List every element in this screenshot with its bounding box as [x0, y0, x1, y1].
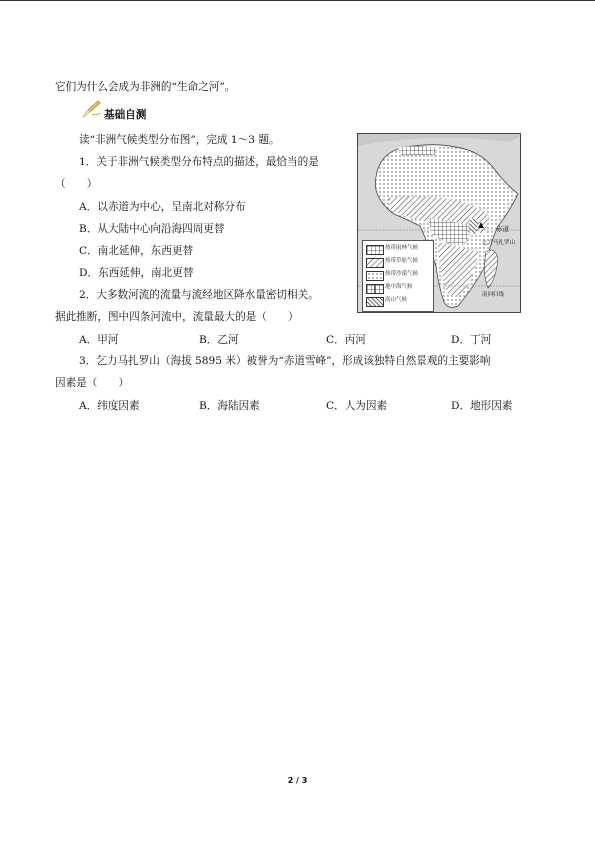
q3-option-b: B．海陆因素 — [199, 400, 260, 412]
q2-option-b: B．乙河 — [199, 334, 239, 346]
q1-stem: 1．关于非洲气候类型分布特点的描述，最恰当的是 — [79, 156, 319, 168]
map-legend — [362, 240, 434, 312]
legend-row — [366, 245, 430, 254]
map-label-capricorn: 南回归线 — [482, 292, 505, 298]
legend-swatch-desert — [366, 271, 384, 281]
legend-swatch-mediterranean — [366, 284, 384, 294]
q1-option-a: A．以赤道为中心，呈南北对称分布 — [79, 201, 246, 213]
legend-label: 热带草原气候 — [385, 258, 419, 264]
q1-option-b: B．从大陆中心向沿海四周更替 — [79, 223, 225, 235]
q2-stem-line2: 据此推断，图中四条河流中，流量最大的是（ ） — [55, 311, 299, 323]
top-rule — [0, 0, 595, 1]
legend-label: 热带雨林气候 — [385, 245, 419, 251]
legend-label: 热带沙漠气候 — [385, 271, 419, 277]
section-title: 基础自测 — [104, 109, 147, 121]
q1-option-c: C．南北延伸，东西更替 — [79, 245, 194, 257]
legend-row — [366, 271, 430, 280]
legend-row — [366, 258, 430, 267]
q3-option-d: D．地形因素 — [451, 400, 513, 412]
q2-stem: 2．大多数河流的流量与流经地区降水量密切相关。 — [79, 289, 319, 301]
legend-swatch-highland — [366, 297, 384, 307]
legend-swatch-rainforest — [366, 245, 384, 255]
q3-option-c: C．人为因素 — [326, 400, 388, 412]
q2-option-a: A．甲河 — [79, 334, 119, 346]
reading-instruction: 读“非洲气候类型分布图”，完成 1～3 题。 — [79, 134, 280, 146]
africa-climate-map — [357, 133, 521, 313]
legend-row — [366, 284, 430, 293]
q2-option-c: C．丙河 — [326, 334, 366, 346]
pen-icon — [80, 98, 102, 120]
q3-stem-line2: 因素是（ ） — [55, 377, 130, 389]
page-number: 2 / 3 — [287, 776, 308, 785]
q3-stem: 3．乞力马扎罗山（海拔 5895 米）被誉为“赤道雪峰”，形成该独特自然景观的主要影响 — [79, 355, 491, 367]
legend-label: 地中海气候 — [385, 284, 413, 290]
map-label-kilimanjaro: 乞力马扎罗山 — [482, 240, 516, 246]
intro-line: 它们为什么会成为非洲的“生命之河”。 — [55, 81, 236, 93]
q1-option-d: D．东西延伸，南北更替 — [79, 267, 194, 279]
legend-swatch-savanna — [366, 258, 384, 268]
q2-option-d: D．丁河 — [451, 334, 492, 346]
q3-option-a: A．纬度因素 — [79, 400, 140, 412]
legend-row — [366, 297, 430, 306]
q1-stem-bracket: （ ） — [55, 178, 98, 190]
map-label-equator: 赤道 — [496, 225, 509, 233]
legend-label: 高山气候 — [385, 297, 408, 303]
